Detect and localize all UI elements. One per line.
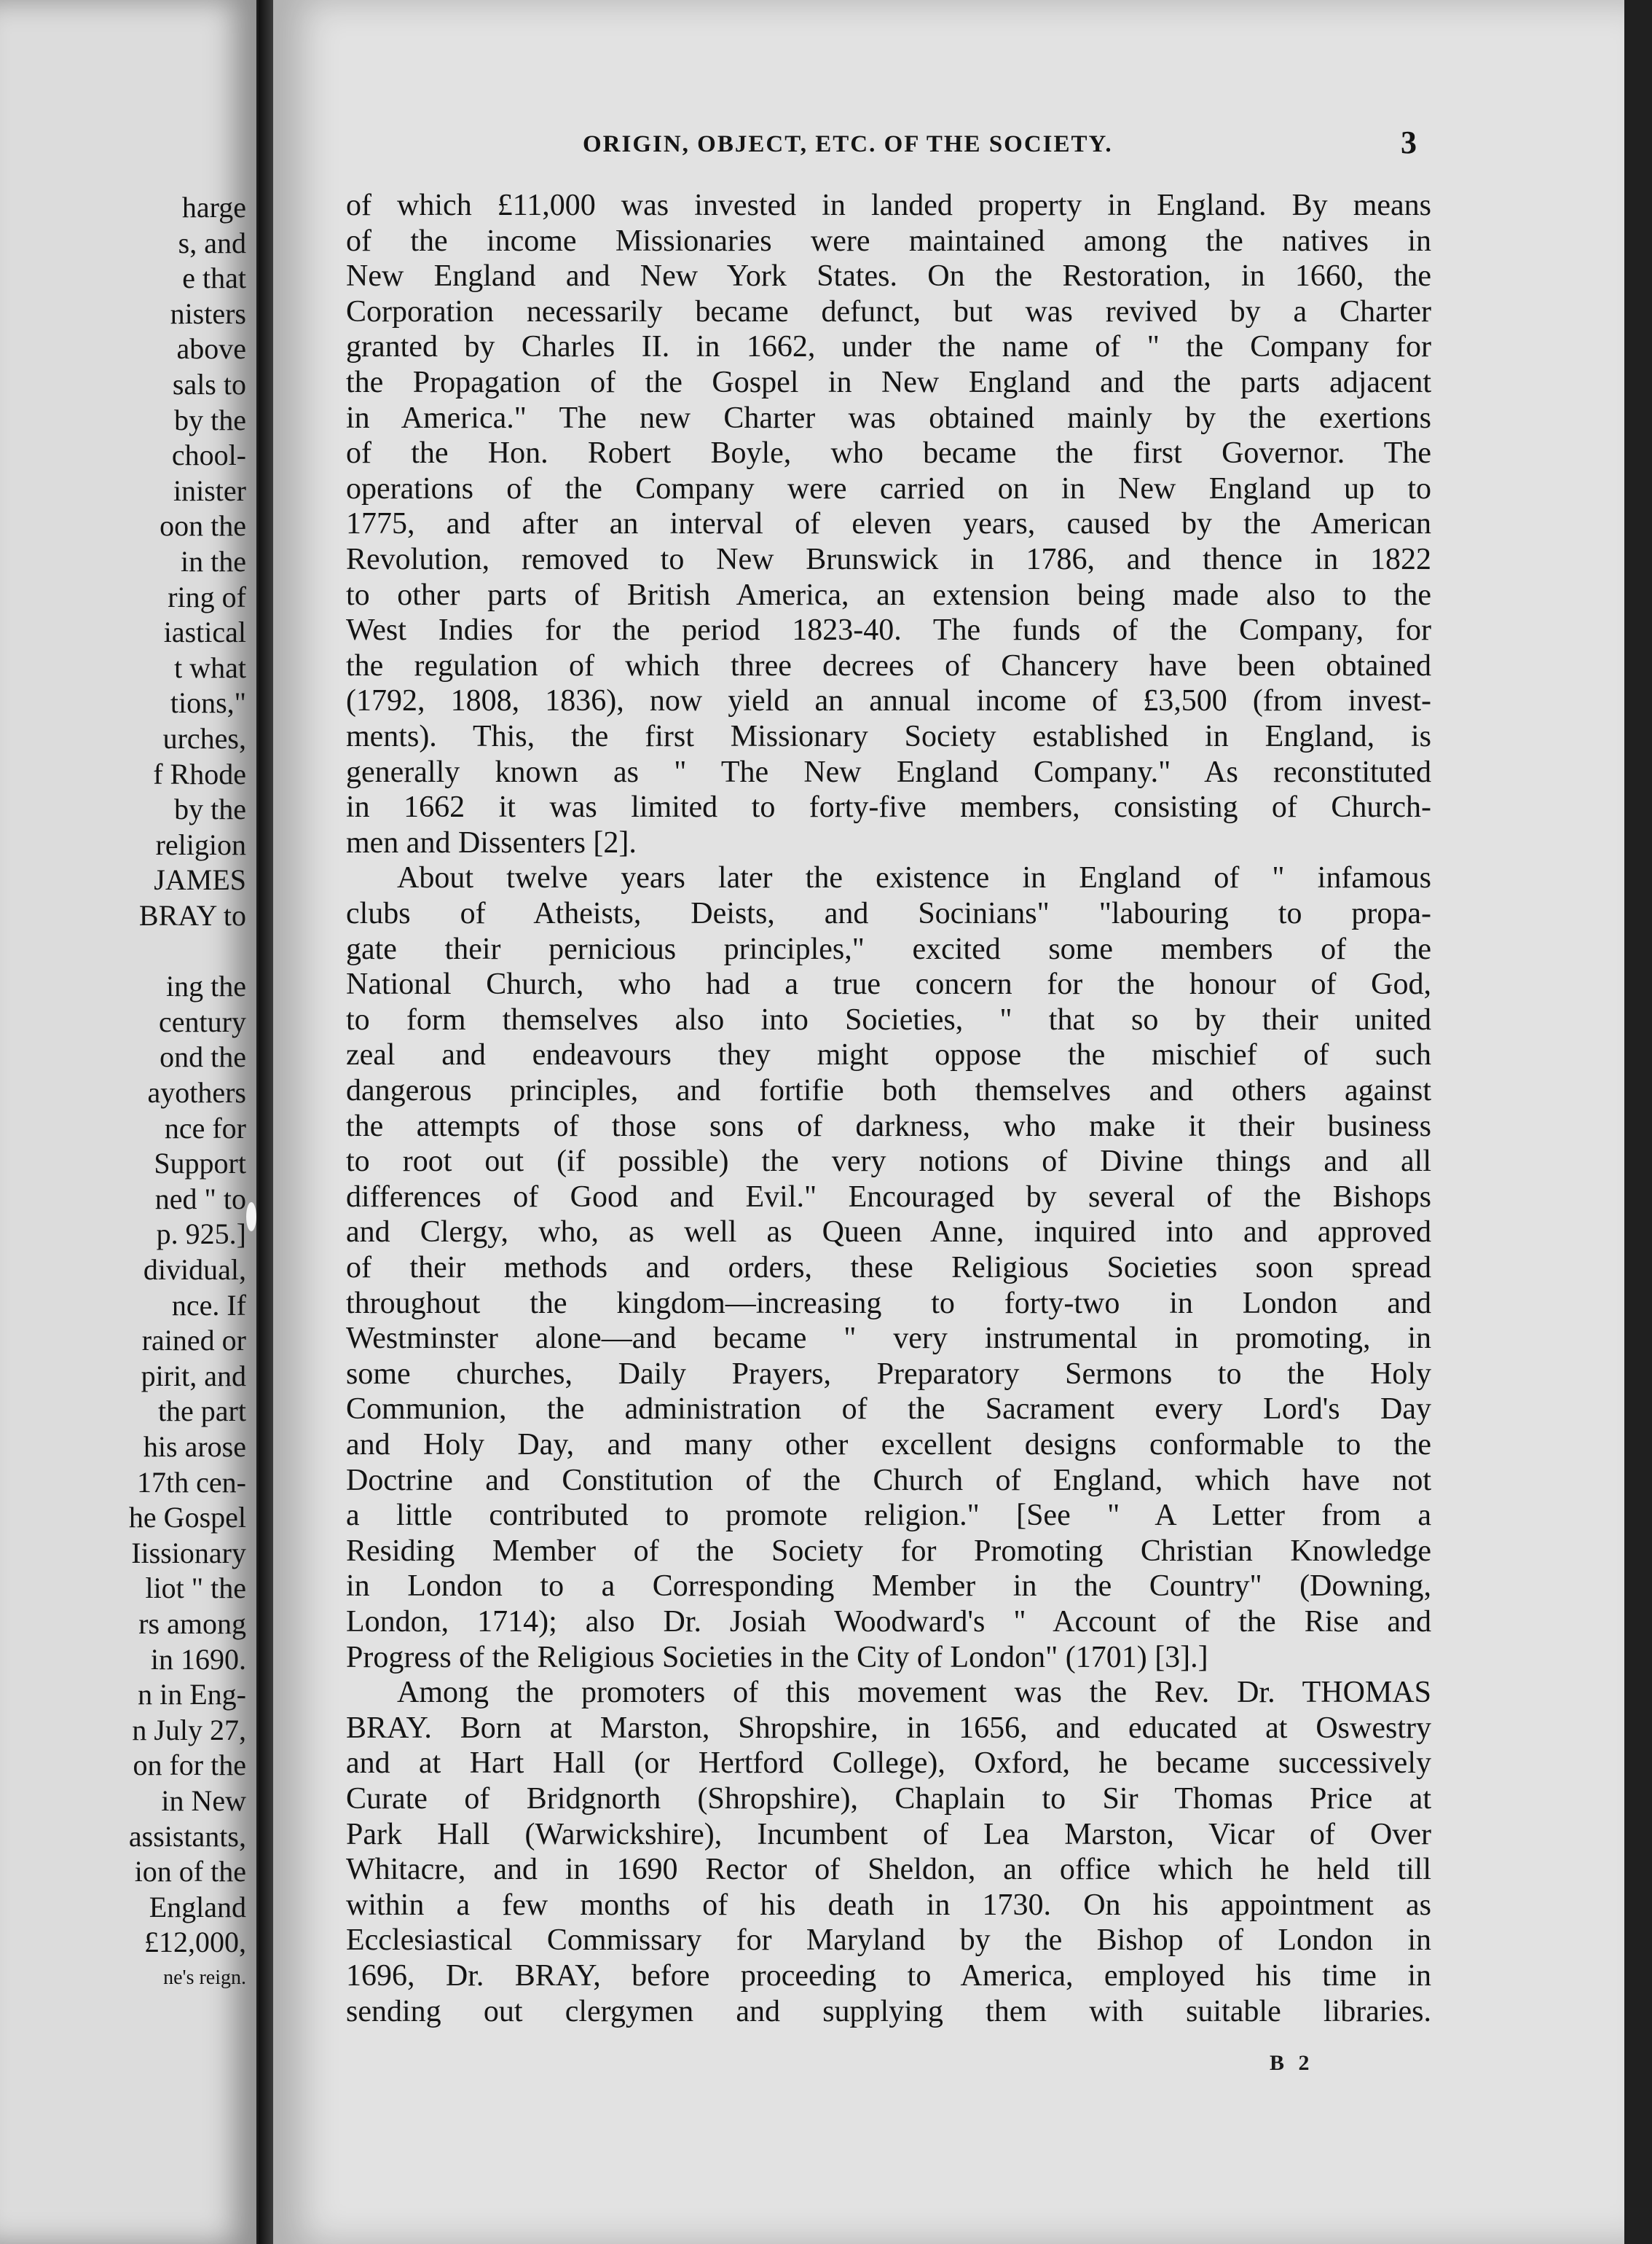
previous-page-line: £12,000, bbox=[144, 1926, 246, 1959]
body-line: Progress of the Religious Societies in the City of London" (1701) [3].] bbox=[346, 1640, 1208, 1674]
previous-page-line: inister bbox=[173, 474, 246, 507]
previous-page-line: ned " to bbox=[154, 1182, 246, 1215]
previous-page-line: England bbox=[149, 1890, 246, 1923]
previous-page-line: s, and bbox=[178, 226, 246, 259]
previous-page-line: religion bbox=[155, 828, 246, 861]
previous-page-line: iastical bbox=[163, 616, 246, 649]
body-line: and Clergy, who, as well as Queen Anne, inquired into and approved bbox=[346, 1215, 1431, 1250]
previous-page-line: in the bbox=[181, 545, 246, 578]
body-line: of which £11,000 was invested in landed property in England. By means bbox=[346, 189, 1431, 222]
body-line: operations of the Company were carried on in New England up to bbox=[346, 471, 1431, 506]
body-line: BRAY. Born at Marston, Shropshire, in 1656, and educated at Oswestry bbox=[346, 1711, 1431, 1745]
previous-page-line: assistants, bbox=[128, 1819, 246, 1853]
body-line: and Holy Day, and many other excellent designs conformable to the bbox=[346, 1428, 1431, 1462]
body-line: differences of Good and Evil." Encouraged by several of the Bishops bbox=[346, 1180, 1431, 1214]
body-line: the Propagation of the Gospel in New England and the parts adjacent bbox=[346, 366, 1431, 399]
body-line: Revolution, removed to New Brunswick in 1786, and thence in 1822 bbox=[346, 543, 1431, 576]
previous-page-line: nce for bbox=[164, 1111, 246, 1145]
scan-border bbox=[1624, 0, 1652, 2244]
body-line: to other parts of British America, an extension being made also to the bbox=[346, 578, 1431, 612]
previous-page-line: p. 925.] bbox=[156, 1217, 246, 1251]
body-line: Residing Member of the Society for Promoting Christian Knowledge bbox=[346, 1534, 1431, 1568]
previous-page-line: ring of bbox=[168, 580, 246, 613]
previous-page-line: oon the bbox=[160, 509, 246, 543]
previous-page-line: JAMES bbox=[154, 863, 246, 897]
previous-page-line: Iissionary bbox=[131, 1536, 246, 1569]
body-line: and at Hart Hall (or Hertford College), Oxford, he became successively bbox=[346, 1746, 1431, 1781]
binding-mark bbox=[246, 1202, 256, 1231]
body-line: (1792, 1808, 1836), now yield an annual income of £3,500 (from invest- bbox=[346, 684, 1431, 718]
body-line: Westminster alone—and became " very instrumental in promoting, in bbox=[346, 1322, 1431, 1356]
previous-page-line: century bbox=[159, 1005, 246, 1038]
body-line: sending out clergymen and supplying them with suitable libraries. bbox=[346, 1994, 1431, 2028]
previous-page-line: pirit, and bbox=[141, 1359, 246, 1392]
previous-page-line: ond the bbox=[160, 1040, 246, 1074]
body-line: Curate of Bridgnorth (Shropshire), Chaplain to Sir Thomas Price at bbox=[346, 1782, 1431, 1816]
previous-page-line: nisters bbox=[170, 297, 246, 330]
previous-page-line: e that bbox=[182, 262, 246, 295]
body-line: Corporation necessarily became defunct, but was revived by a Charter bbox=[346, 294, 1431, 329]
previous-page-line: dividual, bbox=[143, 1253, 246, 1286]
previous-page-line: ne's reign. bbox=[163, 1966, 246, 1989]
body-line: in 1662 it was limited to forty-five members, consisting of Church- bbox=[346, 790, 1431, 825]
previous-page-line: by the bbox=[174, 793, 246, 826]
previous-page-line: in 1690. bbox=[150, 1642, 246, 1676]
body-line: of the income Missionaries were maintained among the natives in bbox=[346, 224, 1431, 258]
body-line: 1775, and after an interval of eleven years, caused by the American bbox=[346, 507, 1431, 541]
running-head: ORIGIN, OBJECT, ETC. OF THE SOCIETY. bbox=[583, 131, 1113, 157]
body-line: of the Hon. Robert Boyle, who became the first Governor. The bbox=[346, 436, 1431, 471]
body-line: National Church, who had a true concern for the honour of God, bbox=[346, 968, 1431, 1002]
body-line: Park Hall (Warwickshire), Incumbent of Lea Marston, Vicar of Over bbox=[346, 1817, 1431, 1851]
body-line: throughout the kingdom—increasing to forty-two in London and bbox=[346, 1286, 1431, 1320]
previous-page-line: n July 27, bbox=[132, 1713, 246, 1746]
body-line: the attempts of those sons of darkness, who make it their business bbox=[346, 1109, 1431, 1143]
previous-page-line: in New bbox=[161, 1784, 246, 1817]
body-line: granted by Charles II. in 1662, under the name of " the Company for bbox=[346, 330, 1431, 364]
body-line: ments). This, the first Missionary Society established in England, is bbox=[346, 720, 1431, 753]
body-line: dangerous principles, and fortifie both themselves and others against bbox=[346, 1074, 1431, 1107]
previous-page-line: n in Eng- bbox=[138, 1678, 246, 1711]
previous-page-line: on for the bbox=[133, 1749, 246, 1782]
body-line: within a few months of his death in 1730. On his appointment as bbox=[346, 1888, 1431, 1922]
previous-page-line: the part bbox=[157, 1394, 246, 1428]
page-number: 3 bbox=[1401, 125, 1417, 160]
previous-page-line: tions," bbox=[170, 686, 246, 720]
previous-page-line: harge bbox=[181, 191, 246, 224]
previous-page-line: he Gospel bbox=[128, 1501, 246, 1534]
previous-page-line: Support bbox=[154, 1147, 246, 1180]
previous-page-line: nce. If bbox=[171, 1288, 246, 1322]
body-line: Ecclesiastical Commissary for Maryland by the Bishop of London in bbox=[346, 1923, 1431, 1958]
body-line: the regulation of which three decrees of Chancery have been obtained bbox=[346, 648, 1431, 683]
previous-page-line: sals to bbox=[172, 368, 246, 401]
body-line: Communion, the administration of the Sacrament every Lord's Day bbox=[346, 1392, 1431, 1427]
previous-page-line: ion of the bbox=[134, 1855, 246, 1888]
body-line: gate their pernicious principles," excited some members of the bbox=[346, 932, 1431, 966]
body-line: in America." The new Charter was obtained mainly by the exertions bbox=[346, 401, 1431, 435]
printer-signature-mark: B 2 bbox=[1270, 2051, 1314, 2075]
previous-page-line: rained or bbox=[141, 1324, 246, 1357]
previous-page-line: f Rhode bbox=[153, 757, 246, 790]
body-line: 1696, Dr. BRAY, before proceeding to America, employed his time in bbox=[346, 1959, 1431, 1993]
body-line: to form themselves also into Societies, " that so by their united bbox=[346, 1003, 1431, 1037]
body-line: men and Dissenters [2]. bbox=[346, 825, 637, 860]
previous-page-line: by the bbox=[174, 403, 246, 436]
previous-page-line: BRAY to bbox=[138, 899, 246, 932]
body-line: clubs of Atheists, Deists, and Socinians" "labouring to propa- bbox=[346, 897, 1431, 930]
previous-page-edge bbox=[0, 0, 259, 2244]
body-line: Among the promoters of this movement was the Rev. Dr. THOMAS bbox=[397, 1676, 1431, 1710]
previous-page-line: urches, bbox=[162, 722, 246, 755]
body-line: London, 1714); also Dr. Josiah Woodward's " Account of the Rise and bbox=[346, 1605, 1431, 1639]
body-line: some churches, Daily Prayers, Preparatory Sermons to the Holy bbox=[346, 1357, 1431, 1391]
body-line: Doctrine and Constitution of the Church of England, which have not bbox=[346, 1463, 1431, 1497]
body-line: in London to a Corresponding Member in the Country" (Downing, bbox=[346, 1569, 1431, 1604]
previous-page-line: chool- bbox=[171, 439, 246, 472]
previous-page-line: above bbox=[176, 332, 246, 366]
body-line: New England and New York States. On the Restoration, in 1660, the bbox=[346, 259, 1431, 294]
previous-page-line: liot " the bbox=[145, 1572, 246, 1605]
body-line: About twelve years later the existence in England of " infamous bbox=[397, 861, 1431, 895]
body-line: zeal and endeavours they might oppose the mischief of such bbox=[346, 1038, 1431, 1072]
previous-page-line: rs among bbox=[138, 1607, 246, 1640]
previous-page-line: ing the bbox=[166, 970, 246, 1003]
body-line: a little contributed to promote religion." [See " A Letter from a bbox=[346, 1499, 1431, 1533]
body-line: to root out (if possible) the very notions of Divine things and all bbox=[346, 1145, 1431, 1179]
body-line: West Indies for the period 1823-40. The funds of the Company, for bbox=[346, 613, 1431, 648]
previous-page-line: 17th cen- bbox=[137, 1465, 246, 1499]
body-line: generally known as " The New England Company." As reconstituted bbox=[346, 755, 1431, 789]
previous-page-line: ayothers bbox=[147, 1076, 246, 1109]
book-page bbox=[273, 0, 1624, 2244]
body-line: of their methods and orders, these Religious Societies soon spread bbox=[346, 1251, 1431, 1284]
previous-page-line: t what bbox=[174, 651, 246, 684]
previous-page-line: his arose bbox=[143, 1430, 246, 1463]
book-gutter bbox=[259, 0, 273, 2244]
body-line: Whitacre, and in 1690 Rector of Sheldon, an office which he held till bbox=[346, 1853, 1431, 1887]
